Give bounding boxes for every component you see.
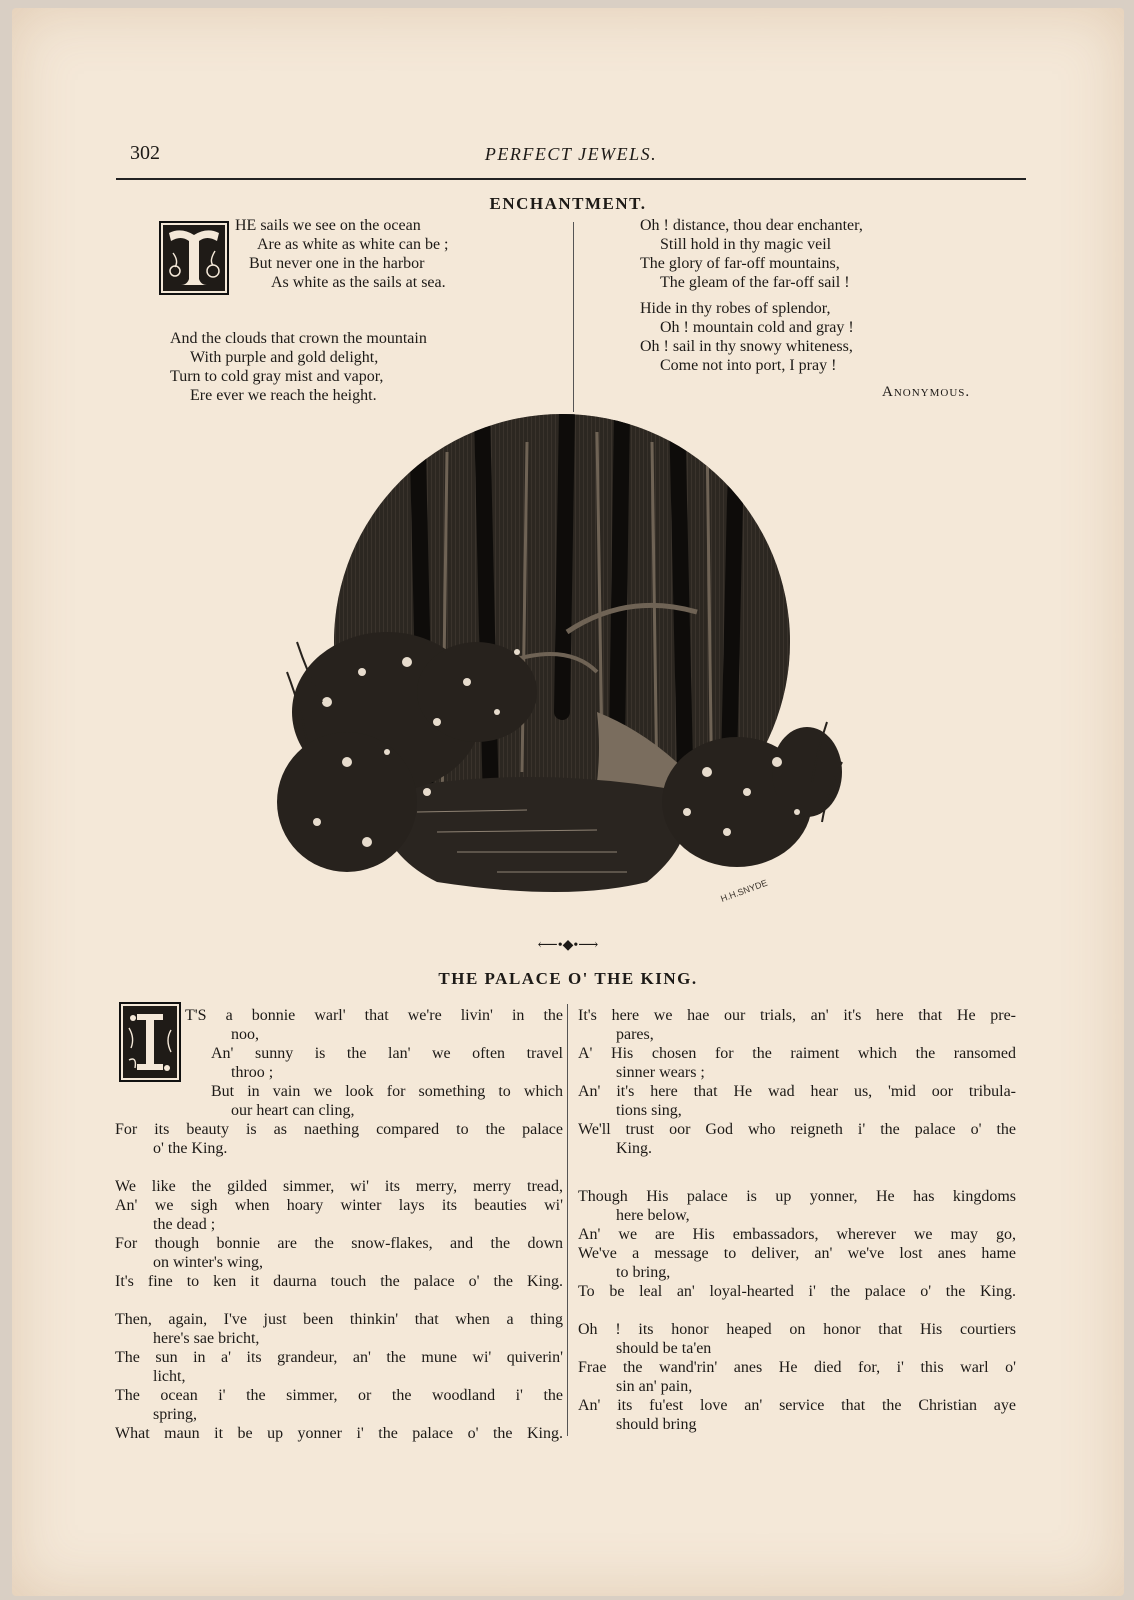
verse-line: sinner wears ; [616, 1064, 705, 1081]
verse-line: We'll trust oor God who reigneth i' the palace o' the [578, 1121, 1016, 1138]
verse-line: sin an' pain, [616, 1378, 693, 1395]
verse-line: to bring, [616, 1264, 671, 1281]
poem1-right-column [640, 216, 1020, 375]
verse-line: A' His chosen for the raiment which the ransomed [578, 1045, 1016, 1062]
verse-line: The ocean i' the simmer, or the woodland i' the [115, 1387, 563, 1404]
book-page [12, 8, 1124, 1596]
verse-line: We like the gilded simmer, wi' its merry, merry tread, [115, 1178, 563, 1195]
verse-line: here's sae bricht, [153, 1330, 260, 1347]
verse-line: T'S a bonnie warl' that we're livin' in the [185, 1007, 563, 1024]
verse-line: on winter's wing, [153, 1254, 263, 1271]
verse-line: King. [616, 1140, 652, 1157]
verse-line: HE sails we see on the ocean [235, 217, 421, 234]
verse-line: Oh ! sail in thy snowy whiteness, [640, 338, 853, 355]
page-number: 302 [130, 142, 160, 164]
verse-line: should bring [616, 1416, 697, 1433]
poem-title-palace-king: THE PALACE O' THE KING. [438, 969, 698, 988]
running-header [116, 142, 1026, 174]
verse-line: Oh ! distance, thou dear enchanter, [640, 217, 863, 234]
verse-line: An' we sigh when hoary winter lays its beauties wi' [115, 1197, 563, 1214]
verse-line: The sun in a' its grandeur, an' the mune wi' quiverin' [115, 1349, 563, 1366]
verse-line: our heart can cling, [231, 1102, 355, 1119]
woodland-stream-illustration [267, 412, 857, 922]
verse-line: spring, [153, 1406, 197, 1423]
verse-line: Hide in thy robes of splendor, [640, 300, 831, 317]
verse-line: It's fine to ken it daurna touch the palace o' the King. [115, 1273, 563, 1290]
verse-line: And the clouds that crown the mountain [170, 330, 427, 347]
verse-line: Come not into port, I pray ! [660, 357, 837, 374]
verse-line: Turn to cold gray mist and vapor, [170, 368, 384, 385]
attribution-anonymous: Anonymous. [882, 384, 971, 400]
verse-line: noo, [231, 1026, 259, 1043]
verse-line: Though His palace is up yonner, He has kingdoms [578, 1188, 1016, 1205]
verse-line: Oh ! its honor heaped on honor that His courtiers [578, 1321, 1016, 1338]
verse-line: We've a message to deliver, an' we've lost anes hame [578, 1245, 1016, 1262]
verse-line: But in vain we look for something to which [211, 1083, 563, 1100]
verse-line: An' we are His embassadors, wherever we may go, [578, 1226, 1016, 1243]
verse-line: Are as white as white can be ; [257, 236, 449, 253]
verse-line: Oh ! mountain cold and gray ! [660, 319, 854, 336]
verse-line: here below, [616, 1207, 690, 1224]
verse-line: Still hold in thy magic veil [660, 236, 832, 253]
verse-line: For its beauty is as naething compared to the palace [115, 1121, 563, 1138]
verse-line: With purple and gold delight, [190, 349, 379, 366]
verse-line: What maun it be up yonner i' the palace o' the King. [115, 1425, 563, 1442]
poem2-left-column [115, 1006, 563, 1443]
verse-line: But never one in the harbor [249, 255, 425, 272]
verse-line: Then, again, I've just been thinkin' that when a thing [115, 1311, 563, 1328]
poem1-left-column [170, 216, 570, 405]
verse-line: pares, [616, 1026, 654, 1043]
verse-line: An' its fu'est love an' service that the Christian aye [578, 1397, 1016, 1414]
verse-line: o' the King. [153, 1140, 228, 1157]
verse-line: It's here we hae our trials, an' it's here that He pre- [578, 1007, 1016, 1024]
column-divider [573, 222, 574, 412]
verse-line: licht, [153, 1368, 186, 1385]
verse-line: Ere ever we reach the height. [190, 387, 377, 404]
column-divider [567, 1004, 568, 1436]
verse-line: An' it's here that He wad hear us, 'mid oor tribula- [578, 1083, 1016, 1100]
verse-line: As white as the sails at sea. [271, 274, 446, 291]
running-title: PERFECT JEWELS. [484, 144, 658, 164]
verse-line: The gleam of the far-off sail ! [660, 274, 850, 291]
verse-line: Frae the wand'rin' anes He died for, i' this warl o' [578, 1359, 1016, 1376]
verse-line: The glory of far-off mountains, [640, 255, 840, 272]
verse-line: For though bonnie are the snow-flakes, and the down [115, 1235, 563, 1252]
verse-line: the dead ; [153, 1216, 216, 1233]
verse-line: throo ; [231, 1064, 274, 1081]
verse-line: tions sing, [616, 1102, 682, 1119]
verse-line: should be ta'en [616, 1340, 712, 1357]
verse-line: To be leal an' loyal-hearted i' the palace o' the King. [578, 1283, 1016, 1300]
section-ornament: ⟵•◆•⟶ [537, 938, 599, 953]
header-rule [116, 178, 1026, 180]
poem-title-enchantment: ENCHANTMENT. [489, 194, 647, 213]
engraver-signature: H.H.SNYDE [719, 877, 769, 904]
verse-line: An' sunny is the lan' we often travel [211, 1045, 563, 1062]
poem2-right-column [578, 1006, 1016, 1434]
